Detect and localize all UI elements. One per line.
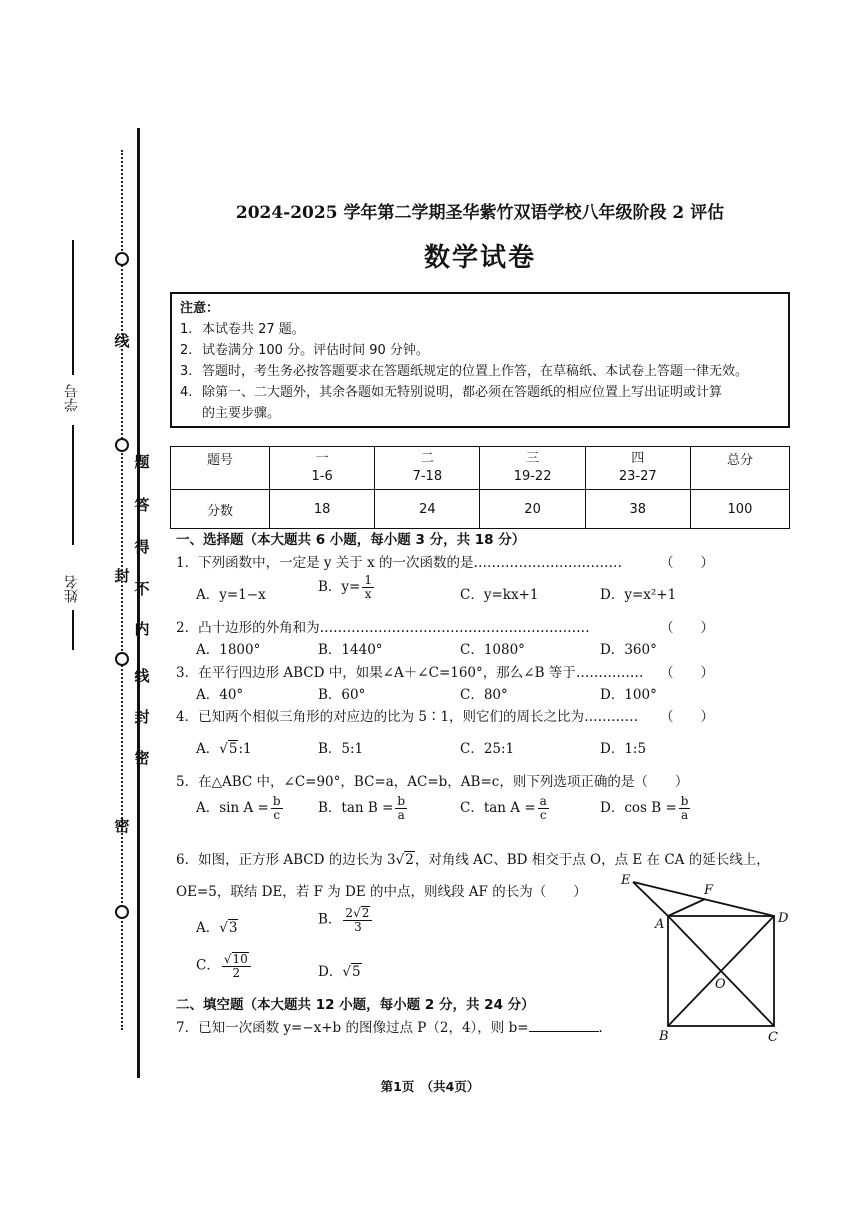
notice-item: 1. 本试卷共 27 题。 bbox=[180, 322, 305, 337]
question-4-option-c: C．25:1 bbox=[460, 741, 515, 757]
label-a: A bbox=[655, 917, 665, 932]
segment-af bbox=[668, 899, 705, 916]
question-2-option-b: B．1440° bbox=[318, 642, 383, 658]
question-4-option-b: B．5:1 bbox=[318, 741, 364, 757]
binding-char: 题 bbox=[134, 453, 150, 471]
score-header-cell: 四 23-27 bbox=[585, 447, 690, 490]
score-header-cell: 二 7-18 bbox=[375, 447, 480, 490]
score-cell: 100 bbox=[690, 490, 789, 529]
student-name-blank bbox=[72, 610, 74, 650]
question-5-option-d: D．cos B = $\frac{b}{a}$ bbox=[600, 794, 689, 822]
binding-hole-3 bbox=[115, 652, 129, 666]
page-footer: 第1页 （共4页） bbox=[380, 1079, 480, 1094]
question-6-stem-line-1: 6．如图，正方形 ABCD 的边长为 3√2，对角线 AC、BD 相交于点 O，点 E 在 CA 的延长线上， bbox=[176, 852, 770, 868]
question-2-option-c: C．1080° bbox=[460, 642, 525, 658]
exam-subtitle: 数学试卷 bbox=[423, 243, 536, 273]
score-table bbox=[170, 446, 790, 529]
binding-char: 不 bbox=[134, 580, 150, 598]
score-header-cell: 三 19-22 bbox=[480, 447, 585, 490]
question-4-option-a: A．√5:1 bbox=[196, 741, 252, 757]
question-4-paren: （ ） bbox=[660, 709, 714, 725]
question-5-option-a: A．sin A = $\frac{b}{c}$ bbox=[196, 794, 281, 822]
binding-char: 线 bbox=[114, 332, 130, 350]
score-cell: 38 bbox=[585, 490, 690, 529]
notice-item: 3. 答题时，考生务必按答题要求在答题纸规定的位置上作答，在草稿纸、本试卷上答题一律无效。 bbox=[180, 364, 749, 379]
question-3-option-a: A．40° bbox=[196, 687, 244, 703]
student-id-blank bbox=[72, 240, 74, 375]
score-header-cell: 题号 bbox=[171, 447, 270, 490]
score-cell: 24 bbox=[375, 490, 480, 529]
notice-item: 4. 除第一、二大题外，其余各题如无特别说明，都必须在答题纸的相应位置上写出证明或计算 bbox=[180, 385, 723, 400]
question-1-option-c: C．y=kx+1 bbox=[460, 587, 539, 603]
section-2-title: 二、填空题（本大题共 12 小题，每小题 2 分，共 24 分） bbox=[176, 997, 535, 1013]
question-2-paren: （ ） bbox=[660, 620, 714, 636]
binding-hole-1 bbox=[115, 252, 129, 266]
score-cell: 20 bbox=[480, 490, 585, 529]
score-cell: 分数 bbox=[171, 490, 270, 529]
score-cell: 18 bbox=[270, 490, 375, 529]
question-2-stem: 2．凸十边形的外角和为…………………………………………………… bbox=[176, 620, 590, 636]
binding-solid-line bbox=[137, 128, 140, 1078]
label-f: F bbox=[704, 883, 714, 898]
question-4-stem: 4．已知两个相似三角形的对应边的比为 5∶1，则它们的周长之比为………… bbox=[176, 709, 639, 725]
notice-item: 的主要步骤。 bbox=[202, 406, 281, 421]
binding-hole-2 bbox=[115, 438, 129, 452]
student-id-blank-2 bbox=[72, 425, 74, 545]
question-3-option-c: C．80° bbox=[460, 687, 508, 703]
binding-hole-4 bbox=[115, 905, 129, 919]
score-header-cell: 一 1-6 bbox=[270, 447, 375, 490]
label-d: D bbox=[778, 911, 789, 926]
question-3-paren: （ ） bbox=[660, 665, 714, 681]
binding-char: 答 bbox=[134, 496, 150, 514]
notice-heading: 注意： bbox=[180, 301, 220, 316]
question-6-option-d: D．√5 bbox=[318, 964, 361, 980]
question-6-stem-line-2: OE=5，联结 DE，若 F 为 DE 的中点，则线段 AF 的长为（ ） bbox=[176, 884, 587, 900]
score-header-cell: 总分 bbox=[690, 447, 789, 490]
question-1-option-a: A．y=1−x bbox=[196, 587, 266, 603]
binding-char: 密 bbox=[114, 817, 130, 835]
binding-char: 得 bbox=[134, 538, 150, 556]
question-5-option-c: C．tan A = $\frac{a}{c}$ bbox=[460, 794, 547, 822]
student-name-label: 姓名 bbox=[64, 575, 80, 603]
question-1-paren: （ ） bbox=[660, 555, 714, 571]
label-o: O bbox=[715, 977, 726, 992]
question-5-stem: 5．在△ABC 中，∠C=90°，BC=a，AC=b，AB=c，则下列选项正确的是（ ） bbox=[176, 774, 689, 790]
question-3-option-b: B．60° bbox=[318, 687, 366, 703]
binding-char: 封 bbox=[134, 708, 150, 726]
question-3-stem: 3．在平行四边形 ABCD 中，如果∠A＋∠C=160°，那么∠B 等于…………… bbox=[176, 665, 644, 681]
question-6-option-b: B． $\frac{2√2}{3}$ bbox=[318, 906, 374, 934]
binding-char: 封 bbox=[114, 567, 130, 585]
question-5-option-b: B．tan B = $\frac{b}{a}$ bbox=[318, 794, 406, 822]
notice-item: 2. 试卷满分 100 分。评估时间 90 分钟。 bbox=[180, 343, 429, 358]
question-6-option-c: C． $\frac{√10}{2}$ bbox=[196, 952, 253, 980]
question-4-option-d: D．1:5 bbox=[600, 741, 647, 757]
label-c: C bbox=[768, 1030, 778, 1045]
question-3-option-d: D．100° bbox=[600, 687, 657, 703]
question-1-option-d: D．y=x²+1 bbox=[600, 587, 677, 603]
question-6-option-a: A．√3 bbox=[196, 920, 238, 936]
student-id-label: 学号 bbox=[64, 384, 80, 412]
binding-dotted-line bbox=[121, 150, 123, 1030]
exam-title: 2024-2025 学年第二学期圣华紫竹双语学校八年级阶段 2 评估 bbox=[235, 203, 725, 223]
question-2-option-a: A．1800° bbox=[196, 642, 261, 658]
question-1-stem: 1．下列函数中，一定是 y 关于 x 的一次函数的是…………………………… bbox=[176, 555, 622, 571]
question-7-stem: 7．已知一次函数 y=−x+b 的图像过点 P（2，4），则 b= . bbox=[176, 1016, 603, 1036]
binding-char: 内 bbox=[134, 620, 150, 638]
question-2-option-d: D．360° bbox=[600, 642, 657, 658]
question-1-option-b: B．y= $\frac{1}{x}$ bbox=[318, 573, 372, 601]
label-b: B bbox=[659, 1029, 669, 1044]
binding-char: 线 bbox=[134, 667, 150, 685]
question-6-figure bbox=[615, 868, 800, 1048]
notice-box bbox=[170, 292, 790, 428]
label-e: E bbox=[621, 873, 631, 888]
section-1-title: 一、选择题（本大题共 6 小题，每小题 3 分，共 18 分） bbox=[176, 532, 526, 548]
question-7-blank bbox=[529, 1017, 599, 1032]
binding-char: 密 bbox=[134, 749, 150, 767]
